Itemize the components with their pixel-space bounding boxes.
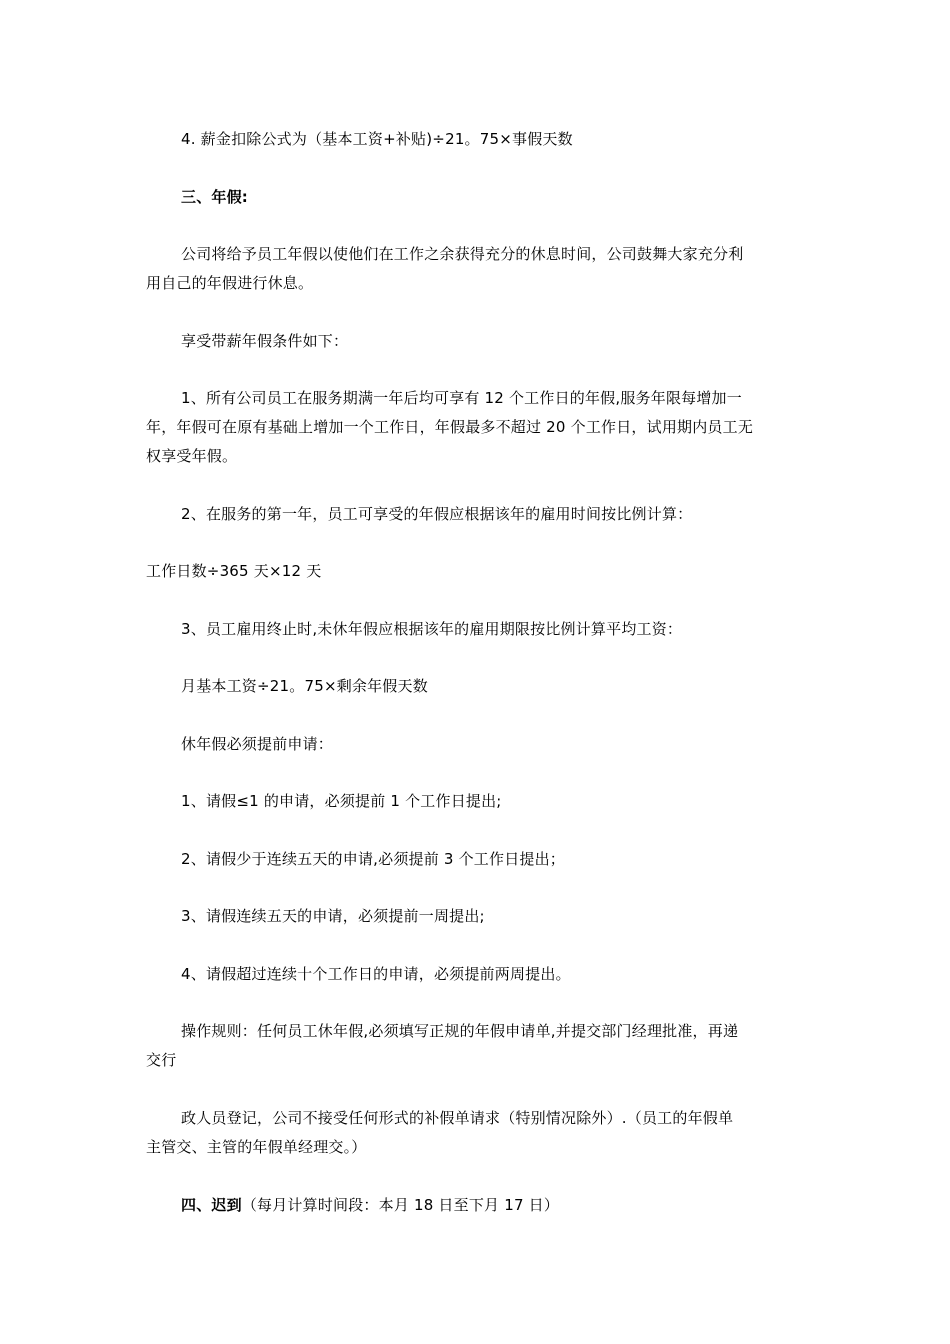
paid-leave-conditions: 享受带薪年假条件如下： <box>181 332 349 350</box>
lateness-period-note: （每月计算时间段：本月 18 日至下月 17 日） <box>241 1196 560 1214</box>
condition-3: 3、员工雇用终止时,未休年假应根据该年的雇用期限按比例计算平均工资： <box>181 620 683 638</box>
registration-line-1: 政人员登记，公司不接受任何形式的补假单请求（特别情况除外）.（员工的年假单 <box>181 1109 734 1127</box>
application-rule-3: 3、请假连续五天的申请，必须提前一周提出; <box>181 907 485 925</box>
formula-workdays: 工作日数÷365 天×12 天 <box>146 562 322 580</box>
annual-leave-intro-line-1: 公司将给予员工年假以使他们在工作之余获得充分的休息时间，公司鼓舞大家充分利 <box>181 245 744 263</box>
condition-2: 2、在服务的第一年，员工可享受的年假应根据该年的雇用时间按比例计算： <box>181 505 693 523</box>
formula-remaining-leave: 月基本工资÷21。75×剩余年假天数 <box>181 677 428 695</box>
operation-rules-line-2: 交行 <box>146 1051 177 1069</box>
application-rule-1: 1、请假≤1 的申请，必须提前 1 个工作日提出; <box>181 792 502 810</box>
condition-1-line-2: 年，年假可在原有基础上增加一个工作日，年假最多不超过 20 个工作日，试用期内员工无 <box>146 418 754 436</box>
condition-1-line-1: 1、所有公司员工在服务期满一年后均可享有 12 个工作日的年假,服务年限每增加一 <box>181 389 742 407</box>
section-heading-lateness <box>181 1191 861 1220</box>
salary-deduction-formula: 4. 薪金扣除公式为（基本工资+补贴)÷21。75×事假天数 <box>181 130 573 148</box>
advance-application-heading: 休年假必须提前申请： <box>181 735 334 753</box>
operation-rules-line-1: 操作规则：任何员工休年假,必须填写正规的年假申请单,并提交部门经理批准，再递 <box>181 1022 739 1040</box>
section-heading-annual-leave: 三、年假: <box>181 188 248 206</box>
application-rule-2: 2、请假少于连续五天的申请,必须提前 3 个工作日提出； <box>181 850 565 868</box>
registration-line-2: 主管交、主管的年假单经理交。） <box>146 1138 367 1156</box>
lateness-heading-bold: 四、迟到 <box>181 1196 242 1214</box>
annual-leave-intro-line-2: 用自己的年假进行休息。 <box>146 274 314 292</box>
condition-1-line-3: 权享受年假。 <box>146 447 238 465</box>
application-rule-4: 4、请假超过连续十个工作日的申请，必须提前两周提出。 <box>181 965 571 983</box>
